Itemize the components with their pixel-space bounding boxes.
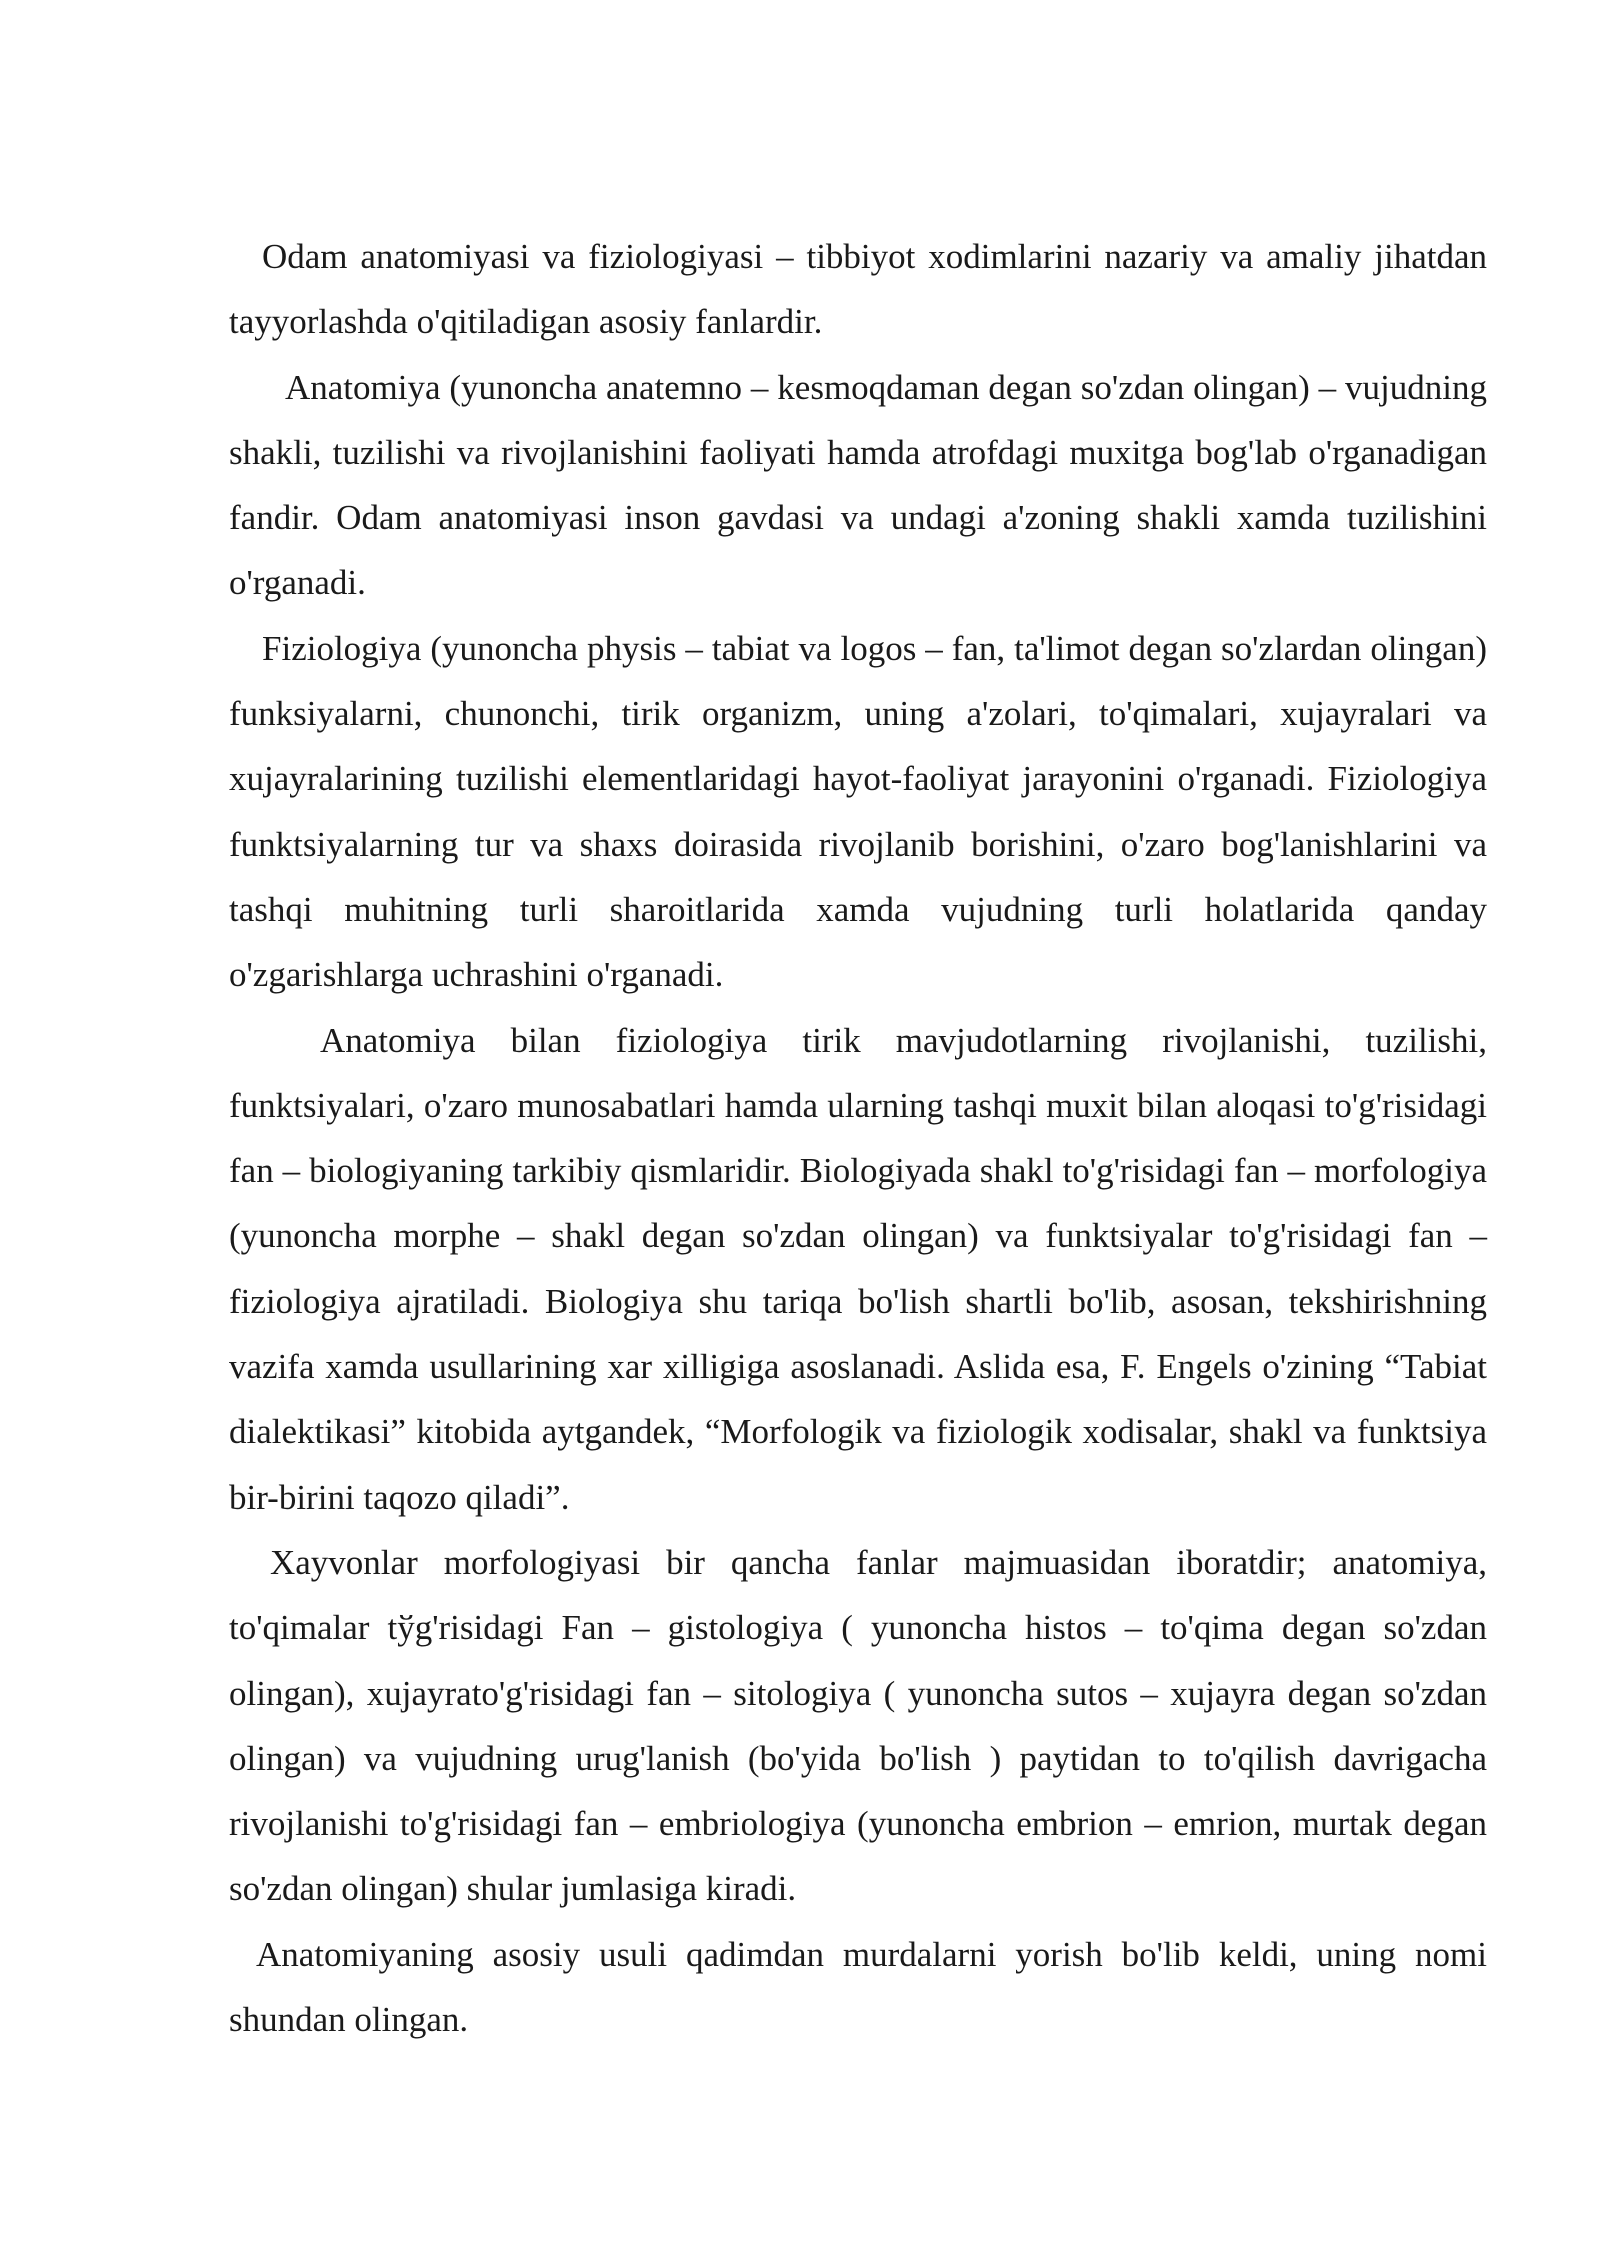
paragraph-morphology-sciences: Xayvonlar morfologiyasi bir qancha fanlar majmuasidan iboratdir; anatomiya, to'qimalar tўg'risidagi Fan – gistologiya ( yunoncha histos – to'qima degan so'zdan olingan), xujayrato'g'risidagi fan – sitologiya ( yunoncha sutos – xujayra degan so'zdan olingan) va vujudning urug'lanish (bo'yida bo'lish ) paytidan to to'qilish davrigacha rivojlanishi to'g'risidagi fan – embriologiya (yunoncha embrion – emrion, murtak degan so'zdan olingan) shular jumlasiga kiradi. xyxy=(229,1542,1487,1909)
paragraph-intro: Odam anatomiyasi va fiziologiyasi – tibbiyot xodimlarini nazariy va amaliy jihatdan tayyorlashda o'qitiladigan asosiy fanlardir. xyxy=(229,237,1487,342)
paragraph-anatomy-method: Anatomiyaning asosiy usuli qadimdan murdalarni yorish bo'lib keldi, uning nomi shundan olingan. xyxy=(229,1934,1487,2040)
document-page xyxy=(229,224,1487,2052)
paragraph-biology-relation: Anatomiya bilan fiziologiya tirik mavjudotlarning rivojlanishi, tuzilishi, funktsiyalari, o'zaro munosabatlari hamda ularning tashqi muxit bilan aloqasi to'g'risidagi fan – biologiyaning tarkibiy qismlaridir. Biologiyada shakl to'g'risidagi fan – morfologiya (yunoncha morphe – shakl degan so'zdan olingan) va funktsiyalar to'g'risidagi fan – fiziologiya ajratiladi. Biologiya shu tariqa bo'lish shartli bo'lib, asosan, tekshirishning vazifa xamda usullarining xar xilligiga asoslanadi. Aslida esa, F. Engels o'zining “Tabiat dialektikasi” kitobida aytgandek, “Morfologik va fiziologik xodisalar, shakl va funktsiya bir-birini taqozo qiladi”. xyxy=(229,1020,1487,1517)
paragraph-anatomy-definition: Anatomiya (yunoncha anatemno – kesmoqdaman degan so'zdan olingan) – vujudning shakli, tuzilishi va rivojlanishini faoliyati hamda atrofdagi muxitga bog'lab o'rganadigan fandir. Odam anatomiyasi inson gavdasi va undagi a'zoning shakli xamda tuzilishini o'rganadi. xyxy=(229,367,1487,603)
paragraph-physiology-definition: Fiziologiya (yunoncha physis – tabiat va logos – fan, ta'limot degan so'zlardan olingan) funksiyalarni, chunonchi, tirik organizm, uning a'zolari, to'qimalari, xujayralari va xujayralarining tuzilishi elementlaridagi hayot-faoliyat jarayonini o'rganadi. Fiziologiya funktsiyalarning tur va shaxs doirasida rivojlanib borishini, o'zaro bog'lanishlarini va tashqi muhitning turli sharoitlarida xamda vujudning turli holatlarida qanday o'zgarishlarga uchrashini o'rganadi. xyxy=(229,628,1487,995)
